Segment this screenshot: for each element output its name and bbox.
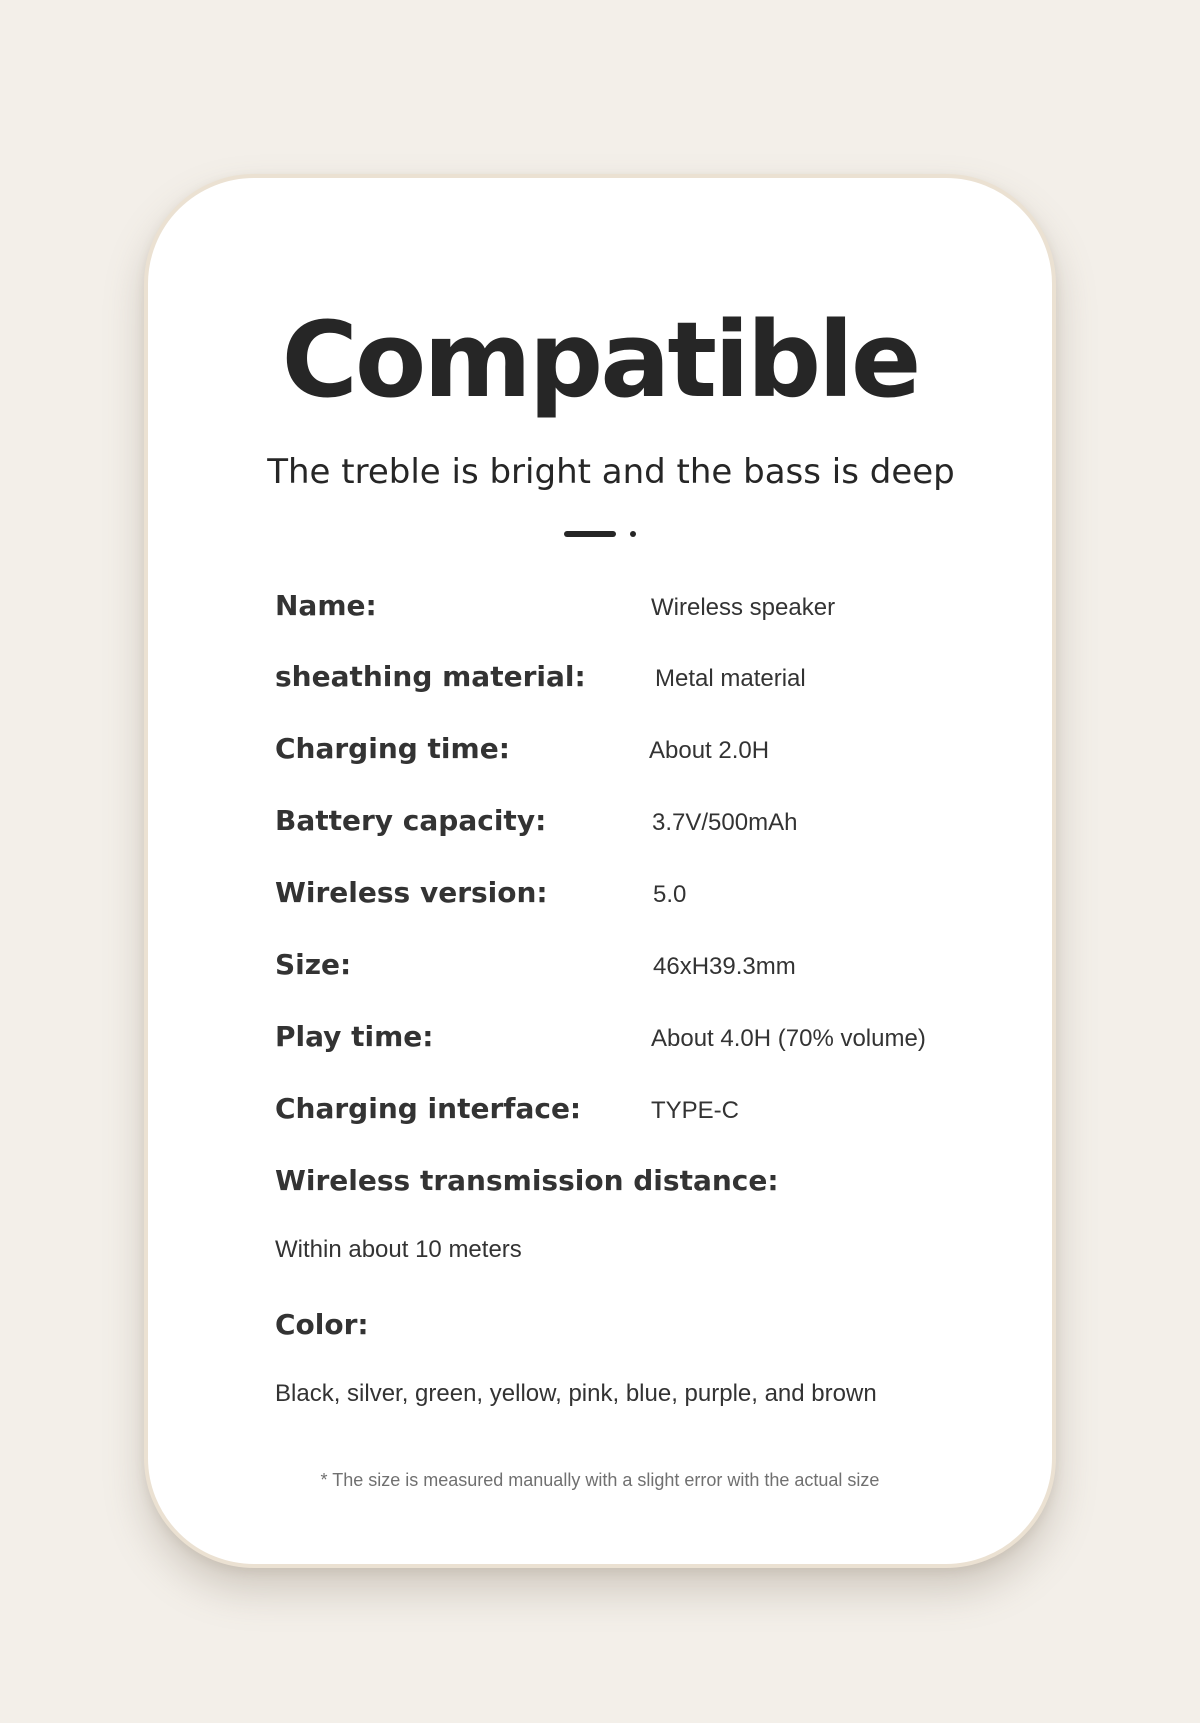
spec-value-charging-interface: TYPE-C [651, 1097, 740, 1124]
divider-dot [630, 531, 636, 537]
spec-label-size: Size: [275, 948, 352, 981]
spec-label-name: Name: [275, 589, 377, 622]
spec-label-charging-interface: Charging interface: [275, 1092, 582, 1125]
spec-value-battery-capacity: 3.7V/500mAh [652, 809, 798, 836]
spec-value-play-time: About 4.0H (70% volume) [651, 1025, 926, 1052]
page-title: Compatible [281, 299, 919, 421]
page-subtitle: The treble is bright and the bass is deep [267, 452, 955, 492]
footnote: * The size is measured manually with a slight error with the actual size [320, 1470, 880, 1490]
spec-value-sheathing-material: Metal material [655, 665, 806, 692]
spec-value-charging-time: About 2.0H [649, 737, 770, 764]
divider-dash [564, 531, 616, 537]
spec-label-battery-capacity: Battery capacity: [275, 804, 547, 837]
spec-label-charging-time: Charging time: [275, 732, 510, 765]
spec-value-wireless-version: 5.0 [653, 881, 687, 908]
spec-label-transmission-distance: Wireless transmission distance: [275, 1164, 779, 1197]
spec-label-sheathing-material: sheathing material: [275, 660, 586, 693]
spec-value-size: 46xH39.3mm [653, 953, 796, 980]
spec-label-wireless-version: Wireless version: [275, 876, 548, 909]
spec-value-transmission-distance: Within about 10 meters [275, 1236, 522, 1263]
spec-value-color: Black, silver, green, yellow, pink, blue, purple, and brown [275, 1380, 877, 1407]
spec-value-name: Wireless speaker [651, 594, 836, 621]
spec-label-color: Color: [275, 1308, 369, 1341]
spec-label-play-time: Play time: [275, 1020, 434, 1053]
